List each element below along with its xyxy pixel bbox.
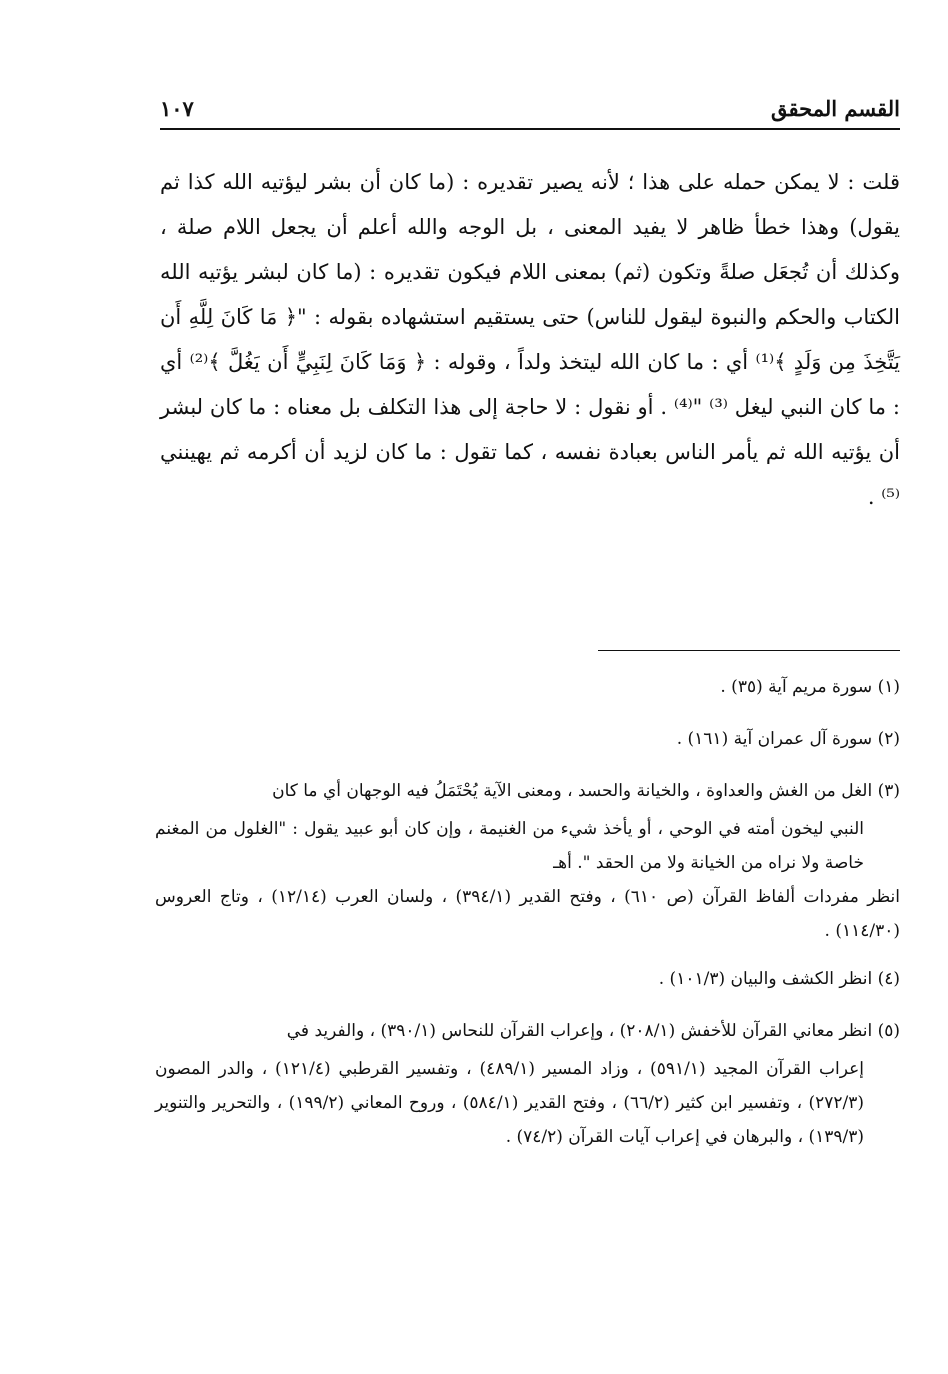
footnote-3-line-3: انظر مفردات ألفاظ القرآن (ص ٦١٠) ، وفتح القدير (٣٩٤/١) ، ولسان العرب (١٢/١٤) ، وتاج العروس (١١٤/٣٠) .	[155, 887, 900, 941]
footnote-4: (٤) انظر الكشف والبيان (١٠١/٣) .	[658, 969, 900, 989]
footnotes	[155, 670, 900, 1168]
footnote-3-line-2: النبي ليخون أمته في الوحي ، أو يأخذ شيء من الغنيمة ، وإن كان أبو عبيد يقول : "الغلول من المغنم خاصة ولا نراه من الخيانة ولا من الحقد ". أهـ	[155, 819, 864, 873]
main-text	[160, 160, 900, 520]
footnote-2: (٢) سورة آل عمران آية (١٦١) .	[676, 729, 900, 749]
footnote-5-line-2: إعراب القرآن المجيد (٥٩١/١) ، وزاد المسير (٤٨٩/١) ، وتفسير القرطبي (١٢١/٤) ، والدر المصون (٢٧٢/٣) ، وتفسير ابن كثير (٦٦/٢) ، وفتح القدير (٥٨٤/١) ، وروح المعاني (١٩٩/٢) ، والتحرير والتنوير (١٣٩/٣) ، والبرهان في إعراب آيات القرآن (٧٤/٢) .	[155, 1059, 864, 1147]
footnote-separator	[598, 650, 900, 651]
page-header	[160, 92, 900, 130]
footnote-1: (١) سورة مريم آية (٣٥) .	[720, 677, 900, 697]
section-title: القسم المحقق	[771, 96, 900, 121]
footnote-3	[155, 774, 900, 948]
body-paragraph: قلت : لا يمكن حمله على هذا ؛ لأنه يصير تقديره : (ما كان أن بشر ليؤتيه الله كذا ثم يقول) وهذا خطأ ظاهر لا يفيد المعنى ، بل الوجه والله أعلم أن يجعل اللام صلة ، وكذلك أن تُجعَل صلةً وتكون (ثم) بمعنى اللام فيكون تقديره : (ما كان لبشر يؤتيه الله الكتاب والحكم والنبوة ليقول للناس) حتى يستقيم استشهاده بقوله : "﴿ مَا كَانَ لِلَّهِ أَن يَتَّخِذَ مِن وَلَدٍ ﴾⁽¹⁾ أي : ما كان الله ليتخذ ولداً ، وقوله : ﴿ وَمَا كَانَ لِنَبِيٍّ أَن يَغُلَّ ﴾⁽²⁾ أي : ما كان النبي ليغل ⁽³⁾ "⁽⁴⁾ . أو نقول : لا حاجة إلى هذا التكلف بل معناه : ما كان لبشر أن يؤتيه الله ثم يأمر الناس بعبادة نفسه ، كما تقول : ما كان لزيد أن أكرمه ثم يهينني ⁽⁵⁾ .	[160, 170, 900, 509]
page-number: ١٠٧	[160, 96, 194, 121]
footnote-5	[155, 1014, 900, 1154]
footnote-5-line-1: (٥) انظر معاني القرآن للأخفش (٢٠٨/١) ، وإعراب القرآن للنحاس (٣٩٠/١) ، والفريد في	[286, 1021, 900, 1041]
footnote-3-line-1: (٣) الغل من الغش والعداوة ، والخيانة والحسد ، ومعنى الآية يُحْتَمَلُ فيه الوجهان أي ما كان	[272, 781, 900, 801]
